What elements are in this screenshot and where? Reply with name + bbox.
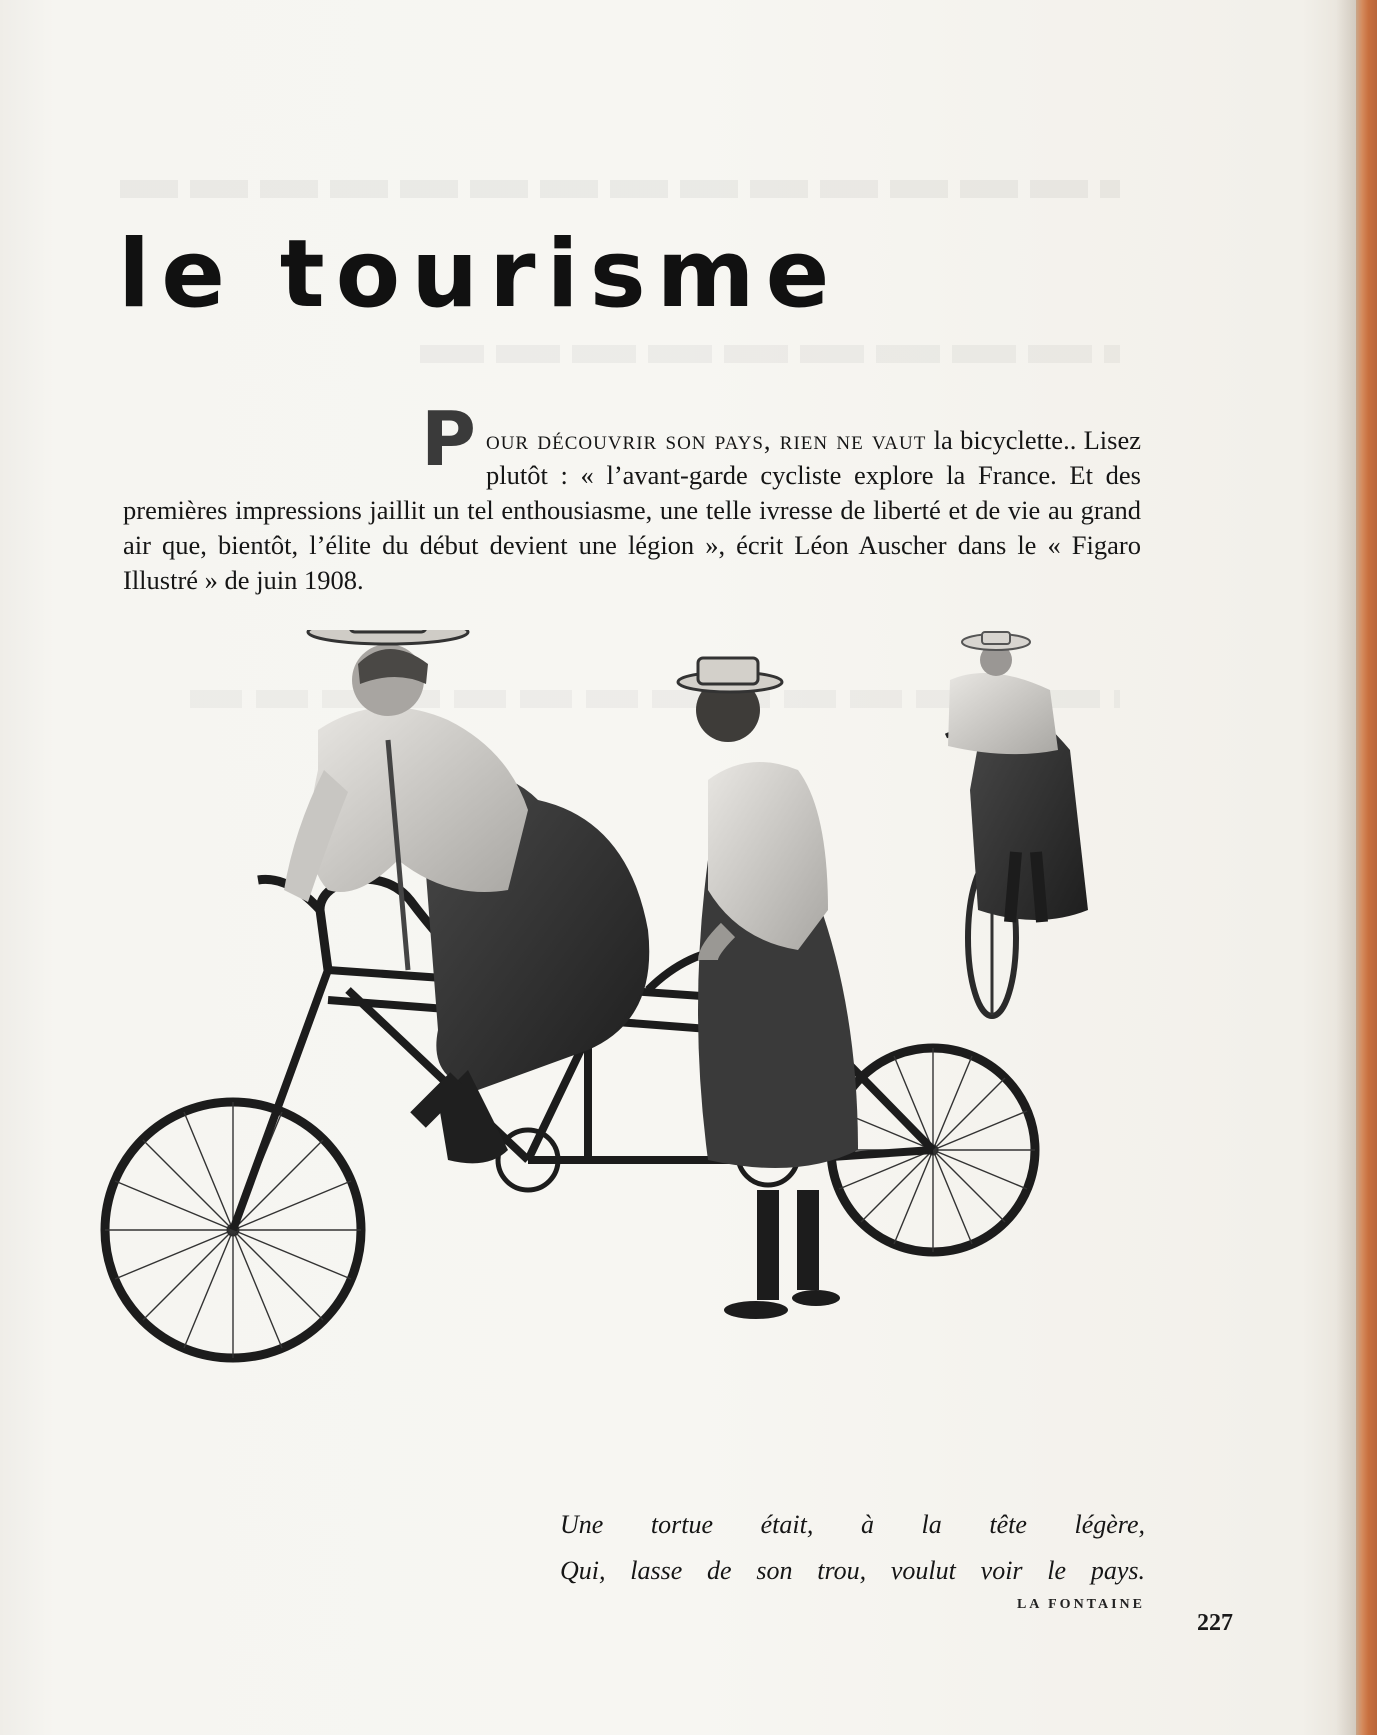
show-through-text (120, 180, 1120, 198)
cyclists-photograph (88, 630, 1148, 1560)
poem-line-2: Qui, lasse de son trou, voulut voir le pays. (560, 1556, 1145, 1585)
rear-cyclist (678, 658, 858, 1319)
intro-paragraph (123, 395, 1141, 598)
poem-author: LA FONTAINE (1016, 1597, 1145, 1612)
front-cyclist (284, 630, 649, 1163)
show-through-text (420, 345, 1120, 363)
poem-line-1: Une tortue était, à la tête légère, (560, 1510, 1145, 1539)
intro-lead: our découvrir son pays, rien ne vaut (485, 425, 927, 455)
page-number: 227 (1197, 1610, 1233, 1636)
intro-body: la bicyclette.. Lisez plutôt : « l’avant-garde cycliste explore la France. Et des premières impressions jaillit un tel enthousiasme, une telle ivresse de liberté et de vie au grand air que, bientôt, l’élite du début devient une légion », écrit Léon Auscher dans le « Figaro Illustré » de juin 1908. (123, 425, 1141, 595)
page-title: le tourisme (118, 220, 841, 329)
page-gutter-shadow (1336, 0, 1356, 1735)
book-edge (1356, 0, 1377, 1735)
background-cyclist (946, 632, 1088, 1016)
epigraph-poem (560, 1502, 1145, 1594)
drop-cap: P (421, 395, 476, 483)
